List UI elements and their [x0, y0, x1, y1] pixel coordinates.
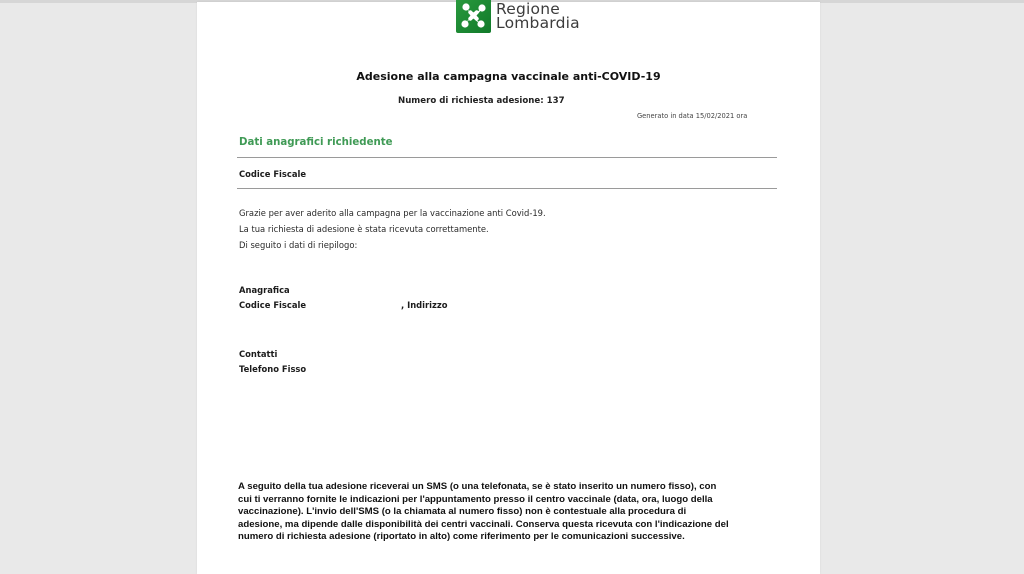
intro-line: Di seguito i dati di riepilogo: [239, 240, 358, 250]
anagrafica-heading: Anagrafica [239, 285, 290, 295]
divider [237, 157, 777, 158]
notice-line: cui ti verranno fornite le indicazioni per l'appuntamento presso il centro vaccinale (data, ora, luogo della [238, 493, 713, 505]
regione-lombardia-rosa-camuna-icon [456, 0, 491, 33]
intro-line: La tua richiesta di adesione è stata ricevuta correttamente. [239, 224, 489, 234]
logo-line-lombardia: Lombardia [496, 13, 580, 32]
codice-fiscale-label: Codice Fiscale [239, 300, 307, 310]
regione-lombardia-logo [456, 0, 580, 33]
notice-line: A seguito della tua adesione riceverai un SMS (o una telefonata, se è stato inserito un numero fisso), con [238, 481, 717, 492]
notice-line: numero di richiesta adesione (riportato in alto) come riferimento per le comunicazioni successive. [238, 531, 685, 543]
sms-notice-paragraph [238, 481, 788, 544]
intro-line: Grazie per aver aderito alla campagna per la vaccinazione anti Covid-19. [239, 208, 546, 218]
intro-text [239, 205, 546, 253]
document-title: Adesione alla campagna vaccinale anti-COVID-19 [356, 70, 661, 83]
logo-line-regione: Regione [496, 0, 560, 18]
notice-line: adesione, ma dipende dalle disponibilità dei centri vaccinali. Conserva questa ricevuta con l'indicazione del [238, 518, 729, 530]
request-number: Numero di richiesta adesione: 137 [398, 96, 565, 106]
notice-line: vaccinazione). L'invio dell'SMS (o la chiamata al numero fisso) non è contestuale alla procedura di [238, 506, 687, 518]
section-title-dati-anagrafici: Dati anagrafici richiedente [239, 137, 393, 148]
document-page[interactable] [197, 2, 820, 574]
logo-wordmark [496, 2, 580, 30]
codice-fiscale-header-label: Codice Fiscale [239, 169, 307, 179]
indirizzo-label: , Indirizzo [401, 300, 448, 310]
generated-timestamp: Generato in data 15/02/2021 ora [637, 112, 748, 120]
contatti-heading: Contatti [239, 349, 278, 359]
divider [237, 188, 777, 189]
telefono-fisso-label: Telefono Fisso [239, 364, 307, 374]
